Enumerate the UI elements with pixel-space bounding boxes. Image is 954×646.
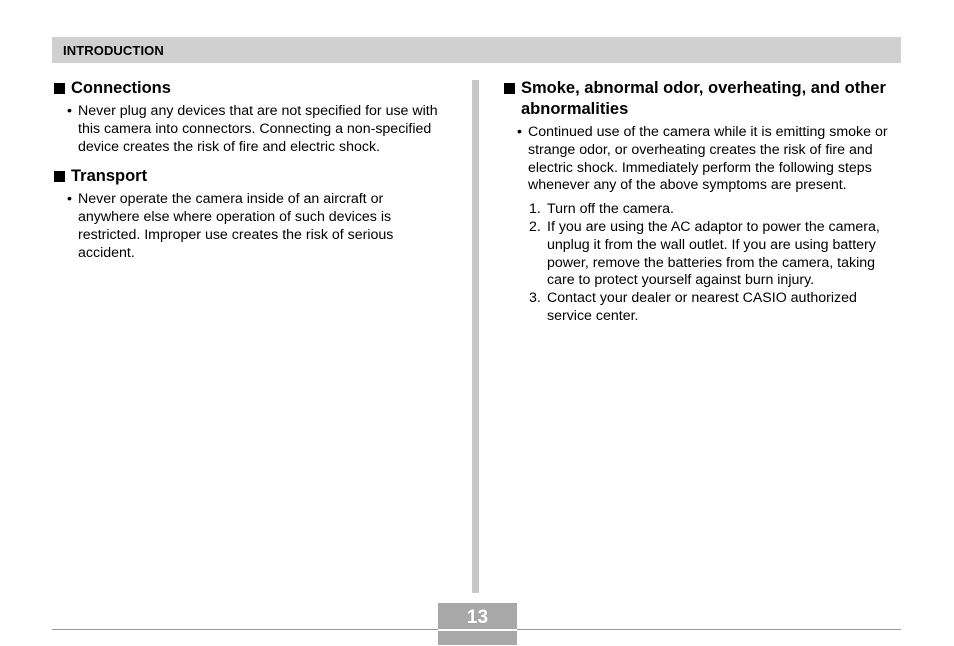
list-item (502, 290, 902, 326)
page-number: 13 (466, 607, 489, 628)
connections-heading (52, 78, 444, 99)
connections-section (52, 78, 444, 156)
transport-heading-text: Transport (71, 167, 148, 186)
right-column (502, 78, 902, 326)
connections-paragraph (52, 103, 444, 156)
section-header-bar (52, 37, 901, 63)
connections-heading-text: Connections (71, 79, 171, 97)
square-bullet-icon (54, 83, 65, 94)
section-title: INTRODUCTION (63, 43, 164, 58)
column-divider (472, 80, 479, 593)
step-number: 1. (529, 201, 541, 218)
abnormalities-heading (502, 78, 902, 120)
abnormalities-text: Continued use of the camera while it is emitting smoke or strange odor, or overheating creates the risk of fire and electric shock. Immediately perform the following steps whenever any of the above symptoms are present. (528, 124, 888, 194)
bullet-dot-icon: • (67, 103, 72, 119)
transport-text: Never operate the camera inside of an aircraft or anywhere else where operation of such devices is restricted. Improper use creates the risk of serious accident. (78, 191, 394, 261)
transport-paragraph (52, 191, 444, 262)
page-number-box (438, 603, 517, 645)
abnormalities-section (502, 78, 902, 326)
list-item (502, 219, 902, 290)
page-box-divider (438, 629, 517, 631)
transport-heading (52, 166, 444, 187)
steps-list (502, 201, 902, 326)
connections-text: Never plug any devices that are not specified for use with this camera into connectors. Connecting a non-specified device creates the risk of fire and electric shock. (78, 103, 438, 155)
step-number: 2. (529, 218, 541, 235)
step-text: Turn off the camera. (547, 201, 674, 218)
abnormalities-heading-text: Smoke, abnormal odor, overheating, and other abnormalities (521, 79, 886, 118)
list-item (502, 201, 902, 219)
bullet-dot-icon: • (67, 191, 72, 208)
square-bullet-icon (504, 83, 515, 94)
left-column (52, 78, 444, 263)
square-bullet-icon (54, 171, 65, 182)
bullet-dot-icon: • (517, 124, 522, 140)
step-number: 3. (529, 290, 541, 307)
step-text: If you are using the AC adaptor to power the camera, unplug it from the wall outlet. If you are using battery power, remove the batteries from the camera, taking care to protect yourself against burn injury. (547, 218, 880, 289)
abnormalities-paragraph (502, 124, 902, 195)
step-text: Contact your dealer or nearest CASIO authorized service center. (547, 290, 857, 324)
transport-section (52, 166, 444, 262)
